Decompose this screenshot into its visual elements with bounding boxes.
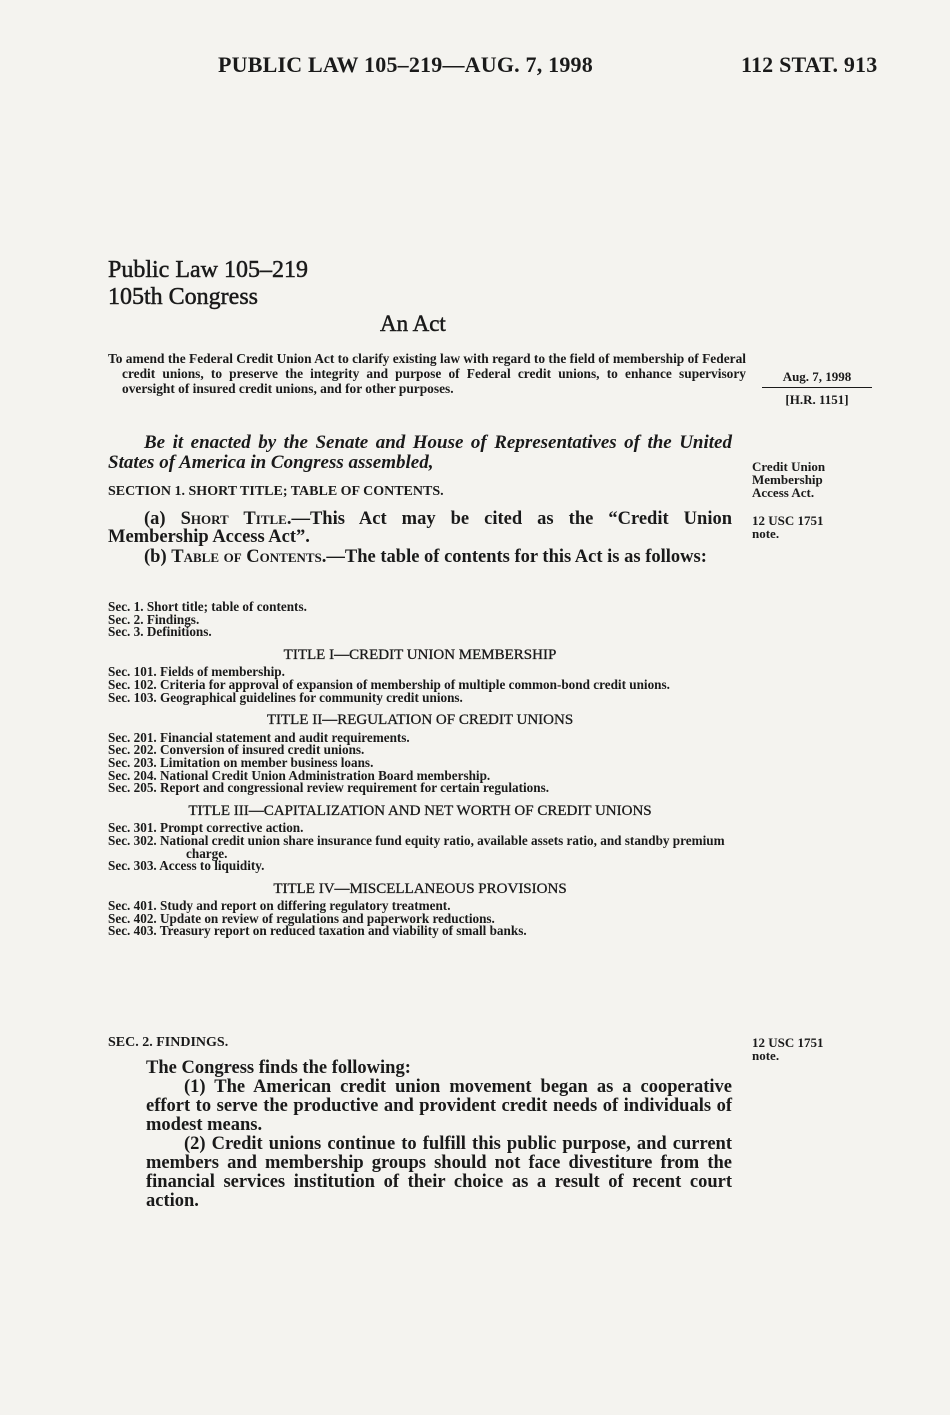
toc-entry xyxy=(108,832,732,861)
toc-section-number: Sec. 301. xyxy=(108,820,161,836)
toc-section-title: Access to liquidity. xyxy=(159,858,265,874)
toc-entry xyxy=(108,689,732,705)
toc-section-number: Sec. 203. xyxy=(108,754,161,770)
margin-line: Membership xyxy=(752,472,823,487)
section-1b xyxy=(108,548,732,566)
findings-intro: The Congress finds the following: xyxy=(146,1058,411,1078)
section-1a xyxy=(108,510,732,546)
para-text: .—The table of contents for this Act is as follows: xyxy=(321,547,707,567)
para-label: (b) xyxy=(144,547,172,567)
para-caption: Short Title xyxy=(180,509,287,529)
toc-section-title: Findings. xyxy=(146,611,200,627)
short-title-margin-note xyxy=(752,460,825,499)
margin-line: Credit Union xyxy=(752,459,826,474)
law-identifier xyxy=(108,257,308,311)
finding-2: (2) Credit unions continue to fulfill this public purpose, and current members and membership groups should not face divestiture from the financial services institution of their choice as a result of recent court action. xyxy=(146,1134,732,1211)
toc-section-title: Short title; table of contents. xyxy=(146,599,307,614)
toc-title-heading: TITLE II—REGULATION OF CREDIT UNIONS xyxy=(266,712,574,729)
toc-section-number: Sec. 3. xyxy=(108,624,147,640)
toc-entry-text xyxy=(108,925,732,938)
toc-section-number: Sec. 2. xyxy=(108,611,147,627)
toc-entry xyxy=(108,601,732,614)
law-number: Public Law 105–219 xyxy=(108,257,308,283)
toc-entry-text xyxy=(108,601,732,614)
toc-entry-text xyxy=(108,832,732,861)
section-2-heading: SEC. 2. FINDINGS. xyxy=(108,1035,229,1050)
toc-entry xyxy=(108,925,732,938)
enactment-margin-note xyxy=(762,370,872,406)
toc-section-number: Sec. 1. xyxy=(108,599,147,614)
toc-section-number: Sec. 101. xyxy=(108,664,161,680)
toc-entry xyxy=(108,626,732,639)
toc-entry-text xyxy=(108,782,732,795)
toc-section-number: Sec. 201. xyxy=(108,729,161,745)
toc-section-number: Sec. 102. xyxy=(108,676,161,692)
toc-section-title: National Credit Union Administration Board membership. xyxy=(160,767,491,783)
toc-section-title: Treasury report on reduced taxation and viability of small banks. xyxy=(159,923,527,939)
toc-section-title: Study and report on differing regulatory treatment. xyxy=(160,898,451,914)
toc-entry-text xyxy=(108,626,732,639)
toc-section-title: Definitions. xyxy=(146,624,212,640)
toc-section-title: Geographical guidelines for community credit unions. xyxy=(160,689,463,705)
toc-entry-text xyxy=(108,689,732,705)
toc-title-heading: TITLE III—CAPITALIZATION AND NET WORTH OF CREDIT UNIONS xyxy=(188,802,652,819)
margin-line: note. xyxy=(752,526,780,541)
toc-section-number: Sec. 302. xyxy=(108,832,161,848)
toc-section-title: Report and congressional review requirement for certain regulations. xyxy=(160,780,550,796)
toc-section-title: Update on review of regulations and paperwork reductions. xyxy=(160,910,495,926)
toc-entry-text xyxy=(108,860,732,873)
toc-section-number: Sec. 204. xyxy=(108,767,161,783)
para-caption: Table of Contents xyxy=(171,547,322,567)
findings xyxy=(146,1059,732,1211)
toc-section-number: Sec. 202. xyxy=(108,742,161,758)
toc-section-title: Fields of membership. xyxy=(160,664,285,680)
toc-section-number: Sec. 303. xyxy=(108,858,160,874)
toc-section-title: Conversion of insured credit unions. xyxy=(160,742,365,758)
toc-section-number: Sec. 205. xyxy=(108,780,161,796)
margin-line: 12 USC 1751 xyxy=(752,513,824,528)
para-text: .—This Act may be cited as the “Credit Union Membership Access Act”. xyxy=(108,509,732,547)
toc-section-number: Sec. 402. xyxy=(108,910,161,926)
running-title: PUBLIC LAW 105–219—AUG. 7, 1998 xyxy=(218,52,593,77)
bill-number: [H.R. 1151] xyxy=(785,392,849,407)
toc-section-title: Financial statement and audit requirements. xyxy=(160,729,410,745)
usc-margin-note-1 xyxy=(752,514,824,540)
finding-1: (1) The American credit union movement began as a cooperative effort to serve the productive and provident credit needs of individuals of modest means. xyxy=(146,1077,732,1135)
toc-section-title: Criteria for approval of expansion of membership of multiple common-bond credit unions. xyxy=(160,676,670,692)
enacting-clause: Be it enacted by the Senate and House of Representatives of the United States of America in Congress assembled, xyxy=(108,432,732,473)
toc-entry xyxy=(108,782,732,795)
section-1-heading: SECTION 1. SHORT TITLE; TABLE OF CONTENTS. xyxy=(108,484,444,499)
toc-section-title: Limitation on member business loans. xyxy=(160,754,374,770)
toc-section-title: Prompt corrective action. xyxy=(160,820,304,836)
toc-section-number: Sec. 103. xyxy=(108,689,161,705)
para-label: (a) xyxy=(144,509,181,529)
congress: 105th Congress xyxy=(108,284,258,310)
toc-title-heading: TITLE IV—MISCELLANEOUS PROVISIONS xyxy=(273,880,567,897)
toc-title-heading: TITLE I—CREDIT UNION MEMBERSHIP xyxy=(283,646,557,663)
table-of-contents xyxy=(108,601,732,938)
margin-line: 12 USC 1751 xyxy=(752,1035,824,1050)
usc-margin-note-2 xyxy=(752,1036,824,1062)
margin-line: note. xyxy=(752,1048,780,1063)
margin-line: Access Act. xyxy=(752,485,815,500)
act-label: An Act xyxy=(380,311,446,336)
toc-entry xyxy=(108,860,732,873)
toc-section-number: Sec. 403. xyxy=(108,923,160,939)
stat-page-number: 112 STAT. 913 xyxy=(741,52,878,77)
enactment-date: Aug. 7, 1998 xyxy=(762,370,872,388)
purpose-statement: To amend the Federal Credit Union Act to clarify existing law with regard to the field of membership of Federal credit unions, to preserve the integrity and purpose of Federal credit unions, to enhance supervisory oversight of insured credit unions, and for other purposes. xyxy=(108,351,746,397)
toc-section-number: Sec. 401. xyxy=(108,898,161,914)
toc-section-title: National credit union share insurance fund equity ratio, available assets ratio, and standby premium charge. xyxy=(160,832,725,861)
